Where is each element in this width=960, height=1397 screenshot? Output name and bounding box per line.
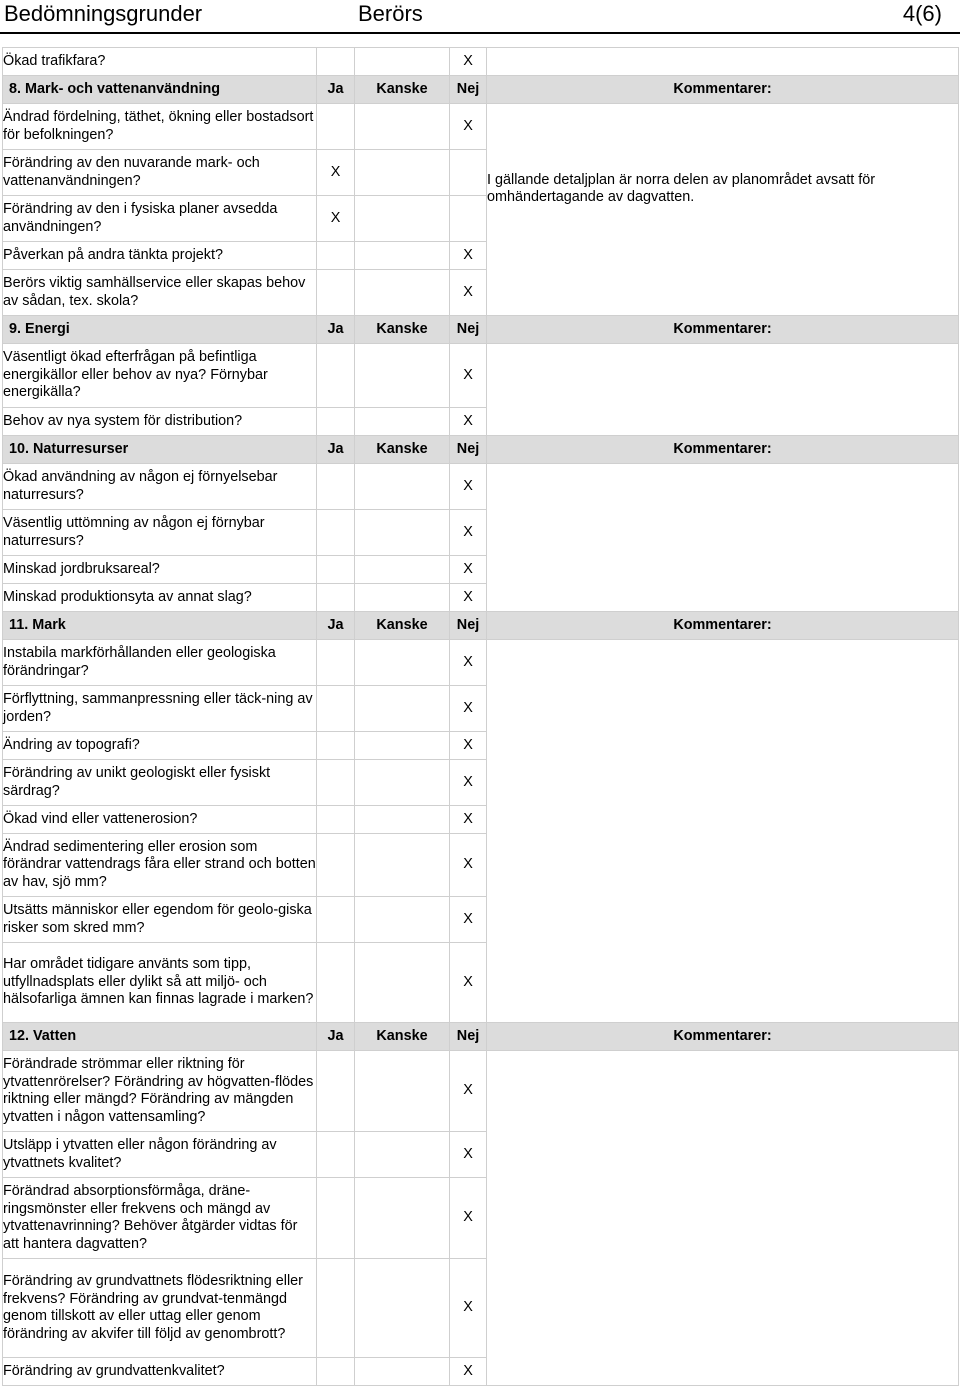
- column-ja: Ja: [317, 316, 355, 344]
- page-header: [0, 0, 960, 34]
- question-cell: Instabila markförhållanden eller geologiska förändringar?: [3, 640, 317, 686]
- ja-cell: [317, 584, 355, 612]
- ja-cell: [317, 943, 355, 1023]
- kanske-cell: [355, 943, 450, 1023]
- ja-cell: [317, 48, 355, 76]
- kanske-cell: [355, 732, 450, 760]
- table-row: [3, 104, 959, 150]
- column-kommentarer: Kommentarer:: [487, 1023, 959, 1051]
- ja-cell: X: [317, 150, 355, 196]
- nej-cell: X: [450, 242, 487, 270]
- table-row: [3, 640, 959, 686]
- kanske-cell: [355, 760, 450, 806]
- nej-cell: X: [450, 897, 487, 943]
- ja-cell: [317, 104, 355, 150]
- question-cell: Berörs viktig samhällservice eller skapas behov av sådan, tex. skola?: [3, 270, 317, 316]
- question-cell: Ökad användning av någon ej förnyelsebar naturresurs?: [3, 464, 317, 510]
- ja-cell: [317, 1259, 355, 1358]
- nej-cell: X: [450, 834, 487, 897]
- section-header-row: [3, 612, 959, 640]
- column-nej: Nej: [450, 436, 487, 464]
- nej-cell: X: [450, 584, 487, 612]
- section-title: 8. Mark- och vattenanvändning: [3, 76, 317, 104]
- nej-cell: X: [450, 760, 487, 806]
- nej-cell: X: [450, 1051, 487, 1132]
- table-row: [3, 344, 959, 408]
- comment-text: I gällande detaljplan är norra delen av planområdet avsatt för omhändertagande av dagvatten.: [487, 171, 875, 205]
- question-cell: Ändrad fördelning, täthet, ökning eller bostadsort för befolkningen?: [3, 104, 317, 150]
- kanske-cell: [355, 686, 450, 732]
- question-cell: Förändring av unikt geologiskt eller fysiskt särdrag?: [3, 760, 317, 806]
- question-cell: Förändring av den i fysiska planer avsedda användningen?: [3, 196, 317, 242]
- section-title: 11. Mark: [3, 612, 317, 640]
- ja-cell: [317, 1358, 355, 1386]
- ja-cell: [317, 1051, 355, 1132]
- section-title: 9. Energi: [3, 316, 317, 344]
- column-nej: Nej: [450, 1023, 487, 1051]
- kanske-cell: [355, 834, 450, 897]
- column-kanske: Kanske: [355, 436, 450, 464]
- kanske-cell: [355, 806, 450, 834]
- ja-cell: [317, 1132, 355, 1178]
- section-title: 12. Vatten: [3, 1023, 317, 1051]
- ja-cell: [317, 834, 355, 897]
- question-cell: Påverkan på andra tänkta projekt?: [3, 242, 317, 270]
- question-cell: Väsentlig uttömning av någon ej förnybar naturresurs?: [3, 510, 317, 556]
- question-cell: Förändring av grundvattenkvalitet?: [3, 1358, 317, 1386]
- kanske-cell: [355, 270, 450, 316]
- kanske-cell: [355, 1051, 450, 1132]
- question-cell: Förändring av den nuvarande mark- och vattenanvändningen?: [3, 150, 317, 196]
- question-cell: Förändrade strömmar eller riktning för ytvattenrörelser? Förändring av högvatten-flödes riktning eller mängd? Förändring av mängden ytvatten i någon vattensamling?: [3, 1051, 317, 1132]
- table-row: [3, 48, 959, 76]
- nej-cell: X: [450, 732, 487, 760]
- ja-cell: [317, 344, 355, 408]
- column-kanske: Kanske: [355, 612, 450, 640]
- question-cell: Utsätts människor eller egendom för geolo-giska risker som skred mm?: [3, 897, 317, 943]
- ja-cell: [317, 510, 355, 556]
- nej-cell: X: [450, 344, 487, 408]
- question-cell: Har området tidigare använts som tipp, utfyllnadsplats eller dylikt så att miljö- och hälsofarliga ämnen kan finnas lagrade i marken?: [3, 943, 317, 1023]
- ja-cell: [317, 897, 355, 943]
- ja-cell: [317, 686, 355, 732]
- column-nej: Nej: [450, 316, 487, 344]
- section-header-row: [3, 436, 959, 464]
- kanske-cell: [355, 104, 450, 150]
- kanske-cell: [355, 48, 450, 76]
- comment-cell: [487, 104, 959, 316]
- ja-cell: [317, 556, 355, 584]
- kanske-cell: [355, 510, 450, 556]
- nej-cell: X: [450, 943, 487, 1023]
- kanske-cell: [355, 897, 450, 943]
- column-kommentarer: Kommentarer:: [487, 76, 959, 104]
- nej-cell: X: [450, 556, 487, 584]
- question-cell: Ändring av topografi?: [3, 732, 317, 760]
- column-ja: Ja: [317, 612, 355, 640]
- ja-cell: [317, 806, 355, 834]
- kanske-cell: [355, 242, 450, 270]
- kanske-cell: [355, 1259, 450, 1358]
- header-subtitle: Berörs: [358, 1, 423, 26]
- section-header-row: [3, 76, 959, 104]
- column-kanske: Kanske: [355, 316, 450, 344]
- column-nej: Nej: [450, 76, 487, 104]
- kanske-cell: [355, 150, 450, 196]
- question-cell: Minskad jordbruksareal?: [3, 556, 317, 584]
- question-cell: Behov av nya system för distribution?: [3, 408, 317, 436]
- nej-cell: X: [450, 640, 487, 686]
- column-kommentarer: Kommentarer:: [487, 612, 959, 640]
- kanske-cell: [355, 408, 450, 436]
- column-ja: Ja: [317, 436, 355, 464]
- kanske-cell: [355, 464, 450, 510]
- nej-cell: X: [450, 270, 487, 316]
- nej-cell: X: [450, 48, 487, 76]
- nej-cell: [450, 150, 487, 196]
- kanske-cell: [355, 1358, 450, 1386]
- section-header-row: [3, 316, 959, 344]
- nej-cell: X: [450, 408, 487, 436]
- comment-cell: [487, 640, 959, 1023]
- ja-cell: [317, 1178, 355, 1259]
- comment-cell: [487, 48, 959, 76]
- question-cell: Väsentligt ökad efterfrågan på befintliga energikällor eller behov av nya? Förnybar energikälla?: [3, 344, 317, 408]
- nej-cell: X: [450, 464, 487, 510]
- question-cell: Förändrad absorptionsförmåga, dräne-ringsmönster eller frekvens och mängd av ytvattenavrinning? Behöver åtgärder vidtas för att hantera dagvatten?: [3, 1178, 317, 1259]
- ja-cell: [317, 732, 355, 760]
- ja-cell: X: [317, 196, 355, 242]
- kanske-cell: [355, 196, 450, 242]
- nej-cell: X: [450, 1178, 487, 1259]
- comment-cell: [487, 464, 959, 612]
- question-cell: Utsläpp i ytvatten eller någon förändring av ytvattnets kvalitet?: [3, 1132, 317, 1178]
- ja-cell: [317, 760, 355, 806]
- header-divider: [0, 32, 960, 34]
- question-cell: Minskad produktionsyta av annat slag?: [3, 584, 317, 612]
- ja-cell: [317, 640, 355, 686]
- kanske-cell: [355, 344, 450, 408]
- section-title: 10. Naturresurser: [3, 436, 317, 464]
- page-number: 4(6): [902, 1, 942, 26]
- question-cell: Förändring av grundvattnets flödesriktning eller frekvens? Förändring av grundvat-tenmängd genom tillskott av eller uttag eller genom förändring av akvifer till följd av genombrott?: [3, 1259, 317, 1358]
- column-ja: Ja: [317, 1023, 355, 1051]
- nej-cell: X: [450, 1132, 487, 1178]
- table-row: [3, 1051, 959, 1132]
- nej-cell: X: [450, 1259, 487, 1358]
- ja-cell: [317, 270, 355, 316]
- question-cell: Ökad trafikfara?: [3, 48, 317, 76]
- nej-cell: [450, 196, 487, 242]
- kanske-cell: [355, 1132, 450, 1178]
- nej-cell: X: [450, 686, 487, 732]
- nej-cell: X: [450, 1358, 487, 1386]
- table-row: [3, 464, 959, 510]
- column-kommentarer: Kommentarer:: [487, 436, 959, 464]
- assessment-table: [2, 47, 959, 1386]
- nej-cell: X: [450, 806, 487, 834]
- comment-cell: [487, 344, 959, 436]
- column-nej: Nej: [450, 612, 487, 640]
- column-kanske: Kanske: [355, 1023, 450, 1051]
- ja-cell: [317, 242, 355, 270]
- ja-cell: [317, 464, 355, 510]
- kanske-cell: [355, 556, 450, 584]
- kanske-cell: [355, 1178, 450, 1259]
- kanske-cell: [355, 584, 450, 612]
- nej-cell: X: [450, 510, 487, 556]
- question-cell: Ändrad sedimentering eller erosion som förändrar vattendrags fåra eller strand och botten av hav, sjö mm?: [3, 834, 317, 897]
- question-cell: Ökad vind eller vattenerosion?: [3, 806, 317, 834]
- column-kommentarer: Kommentarer:: [487, 316, 959, 344]
- ja-cell: [317, 408, 355, 436]
- section-header-row: [3, 1023, 959, 1051]
- header-title: Bedömningsgrunder: [4, 1, 203, 26]
- question-cell: Förflyttning, sammanpressning eller täck-ning av jorden?: [3, 686, 317, 732]
- nej-cell: X: [450, 104, 487, 150]
- comment-cell: [487, 1051, 959, 1386]
- column-kanske: Kanske: [355, 76, 450, 104]
- kanske-cell: [355, 640, 450, 686]
- column-ja: Ja: [317, 76, 355, 104]
